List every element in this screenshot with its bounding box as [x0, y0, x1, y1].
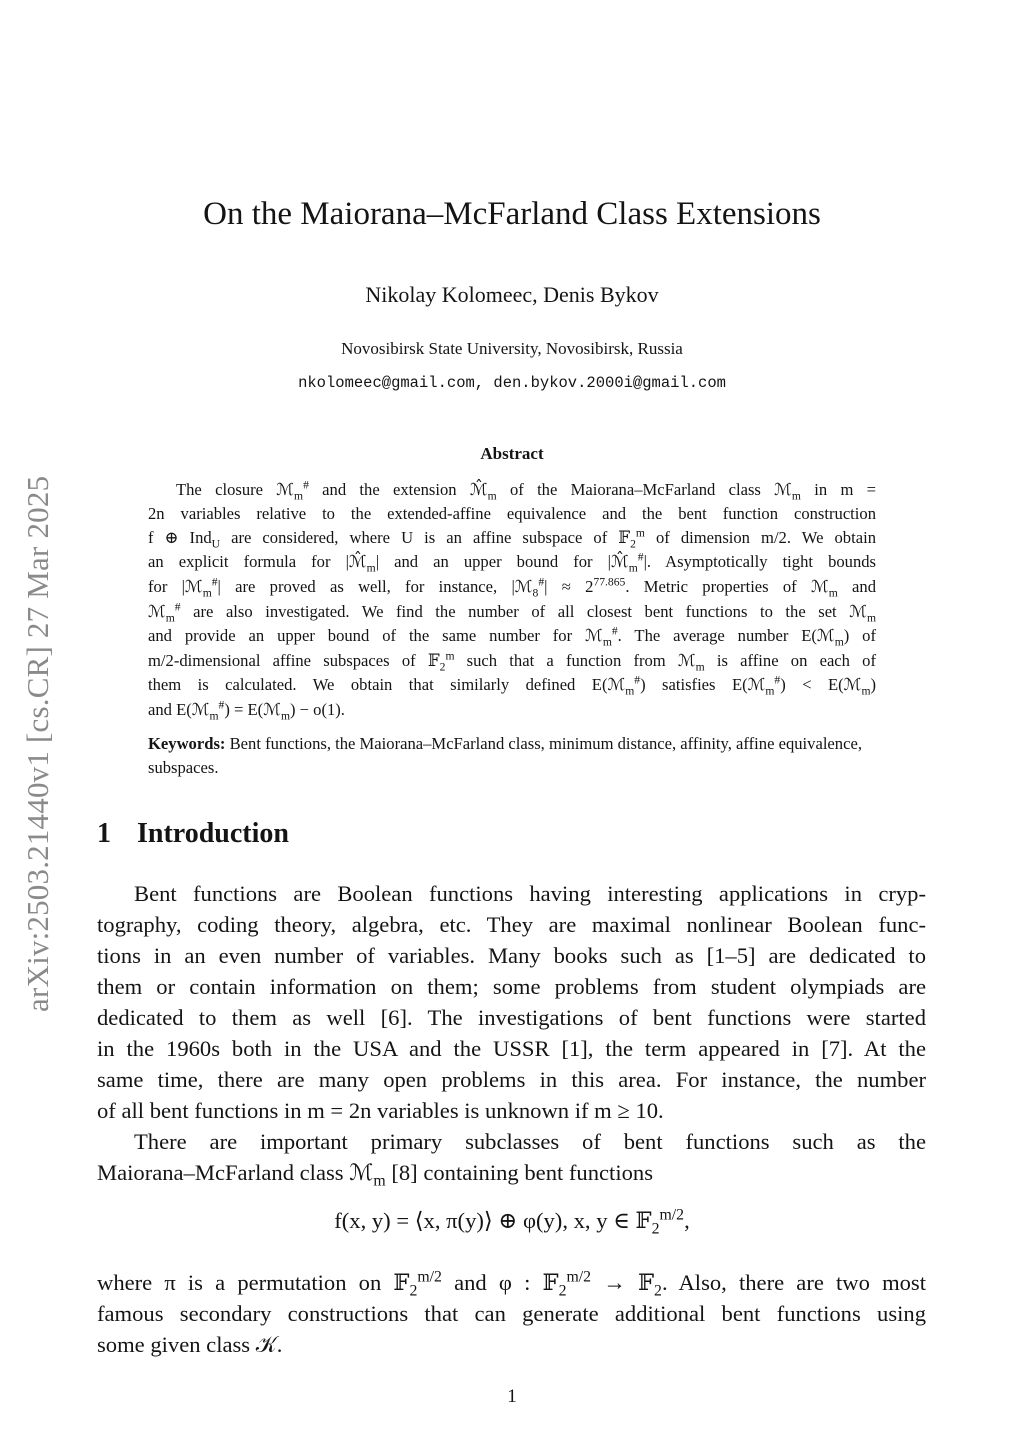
- keywords-text: Bent functions, the Maiorana–McFarland class, minimum distance, affinity, affine equivalence, subspaces.: [148, 734, 862, 777]
- body-line: There are important primary subclasses of bent functions such as the: [134, 1129, 926, 1154]
- body-line: in the 1960s both in the USA and the USSR [1], the term appeared in [7]. At the: [97, 1036, 926, 1061]
- abstract-line: 2n variables relative to the extended-affine equivalence and the bent function construction: [148, 504, 876, 523]
- body-line: tions in an even number of variables. Many books such as [1–5] are dedicated to: [97, 943, 926, 968]
- arxiv-sidebar-stamp: arXiv:2503.21440v1 [cs.CR] 27 Mar 2025: [20, 475, 55, 1012]
- body-line: some given class 𝒦.: [97, 1332, 283, 1357]
- abstract-line: ℳ$_m$# are also investigated. We find the number of all closest bent functions to the set ℳ$_m$: [148, 600, 876, 625]
- abstract-line: The closure ℳ$_m$# and the extension $ℳ̂_m$ of the Maiorana–McFarland class ℳ$_m$ in m =: [176, 478, 876, 503]
- body-line: where π is a permutation on 𝔽$_2^{m/2}$ and φ : 𝔽$_2^{m/2}$ → 𝔽$_2$. Also, there are two most: [97, 1268, 927, 1300]
- paper-title: On the Maiorana–McFarland Class Extensions: [203, 196, 821, 232]
- abstract-line: for |ℳ$_m$#| are proved as well, for instance, |ℳ$_8$#| ≈ $2^{77.865}$. Metric properties of ℳ$_m$ and: [148, 575, 876, 600]
- body-line: Bent functions are Boolean functions having interesting applications in cryp-: [134, 881, 926, 906]
- body-line: tography, coding theory, algebra, etc. They are maximal nonlinear Boolean func-: [97, 912, 926, 937]
- body-line: them or contain information on them; some problems from student olympiads are: [97, 974, 926, 999]
- author-emails: nkolomeec@gmail.com, den.bykov.2000i@gmail.com: [298, 374, 726, 392]
- abstract-line: an explicit formula for $|ℳ̂_m|$ and an upper bound for $|ℳ̂_m^{\#}|$. Asymptotically tight bounds: [148, 550, 877, 575]
- body-line: dedicated to them as well [6]. The investigations of bent functions were started: [97, 1005, 926, 1030]
- section-title: Introduction: [137, 818, 289, 849]
- body-line: famous secondary constructions that can generate additional bent functions using: [97, 1301, 926, 1326]
- page-number: 1: [507, 1386, 517, 1407]
- abstract-line: and E(ℳ$_m$#) = E(ℳ$_m$) − o(1).: [148, 698, 345, 723]
- display-equation: f(x, y) = ⟨x, π(y)⟩ ⊕ φ(y), x, y ∈ 𝔽$_2^{m/2}$,: [334, 1206, 690, 1238]
- body-line: same time, there are many open problems in this area. For instance, the number: [97, 1067, 926, 1092]
- affiliation: Novosibirsk State University, Novosibirsk, Russia: [341, 339, 683, 358]
- abstract-line: and provide an upper bound of the same number for ℳ$_m$#. The average number E(ℳ$_m$) of: [148, 624, 876, 649]
- abstract-line: f ⊕ Ind$_U$ are considered, where U is an affine subspace of 𝔽$_2^m$ of dimension m/2. We obtain: [148, 526, 876, 551]
- keywords: [148, 732, 876, 780]
- section-number: 1: [97, 818, 111, 849]
- body-line: Maiorana–McFarland class ℳ$_m$ [8] containing bent functions: [97, 1160, 653, 1190]
- authors: Nikolay Kolomeec, Denis Bykov: [365, 282, 659, 307]
- body-line: of all bent functions in m = 2n variables is unknown if m ≥ 10.: [97, 1098, 664, 1123]
- abstract-line: m/2-dimensional affine subspaces of 𝔽$_2^m$ such that a function from ℳ$_m$ is affine on each of: [148, 649, 876, 674]
- abstract-line: them is calculated. We obtain that similarly defined E(ℳ$_m$#) satisfies E(ℳ$_m$#) < E(ℳ$_m$): [148, 673, 876, 698]
- section-heading: [97, 818, 289, 850]
- abstract-heading: Abstract: [480, 444, 544, 463]
- keywords-label: Keywords:: [148, 734, 226, 753]
